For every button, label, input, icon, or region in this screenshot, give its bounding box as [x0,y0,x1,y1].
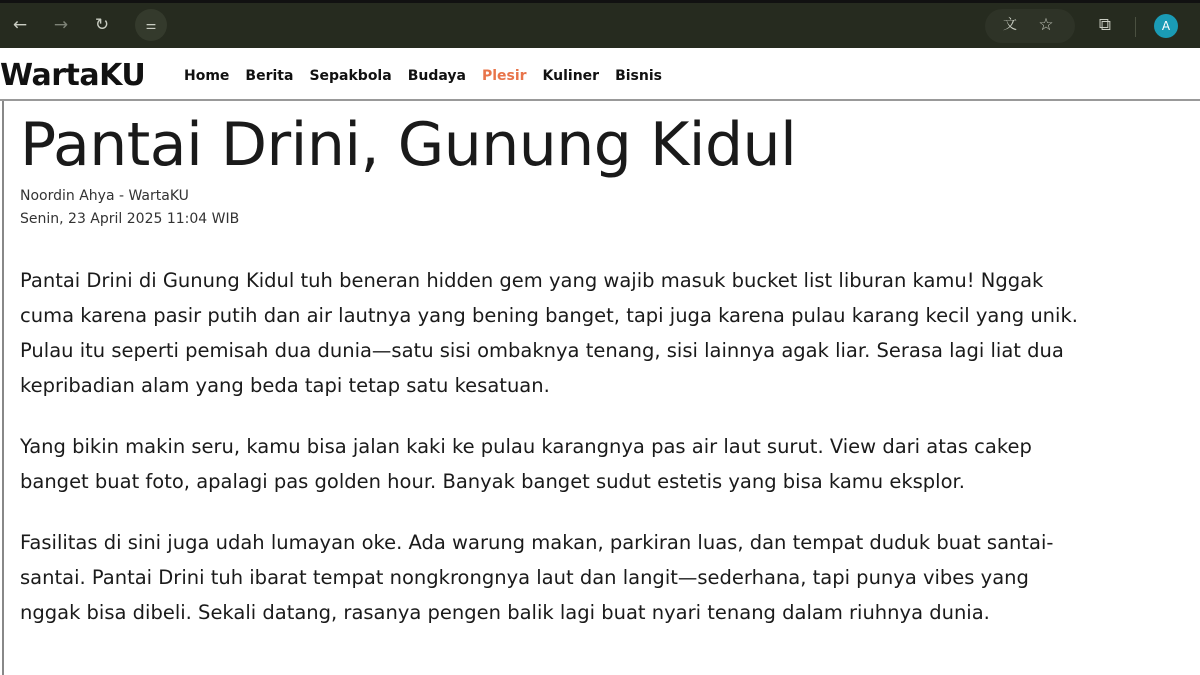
site-settings-icon[interactable]: ⚌ [135,9,167,41]
paragraph-3 [20,525,1200,630]
article-author: Noordin Ahya - WartaKU [20,188,189,204]
text-line: Pantai Drini di Gunung Kidul tuh beneran hidden gem yang wajib masuk bucket list liburan kamu! Nggak [20,269,1044,292]
text-line: cuma karena pasir putih dan air lautnya yang bening banget, tapi juga karena pulau karang kecil yang unik. [20,304,1078,327]
forward-icon[interactable]: → [53,15,69,35]
nav-home[interactable]: Home [184,68,230,84]
article-title: Pantai Drini, Gunung Kidul [20,110,797,180]
nav-berita[interactable]: Berita [245,68,294,84]
translate-icon[interactable]: 文 [1003,17,1017,33]
bookmark-star-icon[interactable]: ☆ [1038,15,1054,35]
nav-budaya[interactable]: Budaya [407,68,466,84]
nav-sepakbola[interactable]: Sepakbola [309,68,392,84]
extensions-icon[interactable]: ⧉ [1098,15,1112,35]
text-line: Fasilitas di sini juga udah lumayan oke. Ada warung makan, parkiran luas, dan tempat duduk buat santai- [20,531,1054,554]
article [2,101,1200,675]
back-icon[interactable]: ← [12,15,28,35]
profile-avatar[interactable]: A [1154,14,1178,38]
toolbar-divider [1135,17,1136,37]
text-line: Pulau itu seperti pemisah dua dunia—satu sisi ombaknya tenang, sisi lainnya agak liar. Serasa lagi liat dua [20,339,1064,362]
text-line: kepribadian alam yang beda tapi tetap satu kesatuan. [20,374,550,397]
paragraph-1 [20,263,1200,403]
site-header [0,48,1200,101]
nav-plesir[interactable]: Plesir [481,68,527,84]
text-line: Yang bikin makin seru, kamu bisa jalan kaki ke pulau karangnya pas air laut surut. View dari atas cakep [20,435,1032,458]
browser-toolbar [0,0,1200,48]
nav-bisnis[interactable]: Bisnis [615,68,662,84]
nav-kuliner[interactable]: Kuliner [542,68,600,84]
site-logo[interactable]: WartaKU [0,58,146,93]
text-line: nggak bisa dibeli. Sekali datang, rasanya pengen balik lagi buat nyari tenang dalam riuhnya dunia. [20,601,990,624]
main-nav [184,68,662,84]
text-line: banget buat foto, apalagi pas golden hour. Banyak banget sudut estetis yang bisa kamu eksplor. [20,470,965,493]
article-date: Senin, 23 April 2025 11:04 WIB [20,211,240,227]
paragraph-2 [20,429,1200,499]
reload-icon[interactable]: ↻ [94,15,110,35]
text-line: santai. Pantai Drini tuh ibarat tempat nongkrongnya laut dan langit—sederhana, tapi punya vibes yang [20,566,1029,589]
